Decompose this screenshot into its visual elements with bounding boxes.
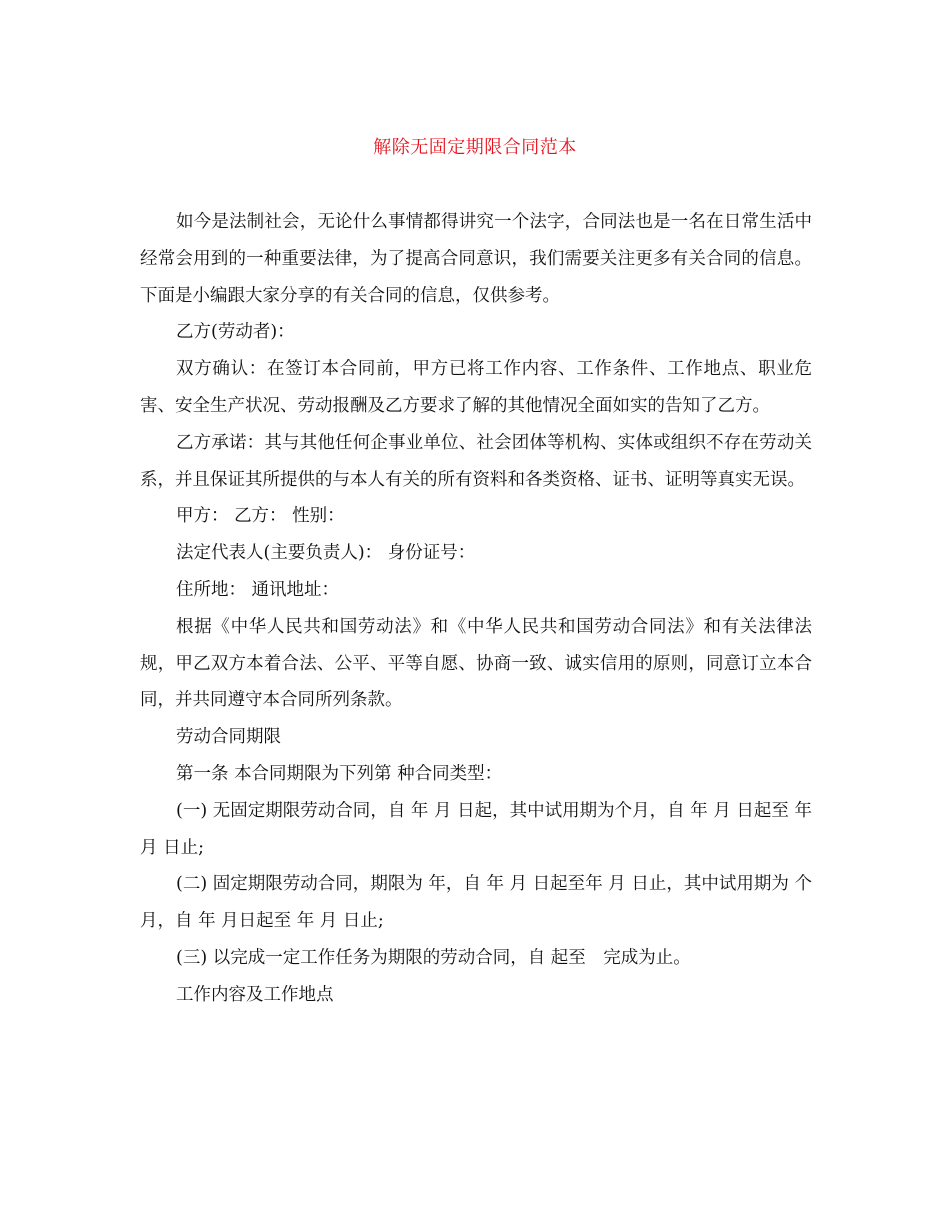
paragraph-article-1: 第一条 本合同期限为下列第 种合同类型： [176,763,503,784]
paragraph-intro: 如今是法制社会，无论什么事情都得讲究一个法字，合同法也是一名在日常生活中经常会用到的一种重要法律，为了提高合同意识，我们需要关注更多有关合同的信息。下面是小编跟大家分享的有关合同的信息，仅供参考。 [140,212,812,306]
paragraph-mutual-confirmation: 双方确认：在签订本合同前，甲方已将工作内容、工作条件、工作地点、职业危害、安全生产状况、劳动报酬及乙方要求了解的其他情况全面如实的告知了乙方。 [140,359,812,416]
paragraph-parties-fields: 甲方： 乙方： 性别： [176,506,345,527]
paragraph-option-2: (二) 固定期限劳动合同，期限为 年，自 年 月 日起至年 月 日止，其中试用期为 个月，自 年 月日起至 年 月 日止; [140,874,812,932]
paragraph-legal-basis: 根据《中华人民共和国劳动法》和《中华人民共和国劳动合同法》和有关法律法规，甲乙双方本着合法、公平、平等自愿、协商一致、诚实信用的原则，同意订立本合同，并共同遵守本合同所列条款。 [140,616,812,711]
paragraph-address-fields: 住所地： 通讯地址： [176,579,340,600]
paragraph-option-1: (一) 无固定期限劳动合同，自 年 月 日起，其中试用期为个月，自 年 月 日起至 年 月 日止; [140,800,812,858]
section-heading-work-content: 工作内容及工作地点 [176,984,334,1005]
paragraph-party-b-commitment: 乙方承诺：其与其他任何企事业单位、社会团体等机构、实体或组织不存在劳动关系，并且保证其所提供的与本人有关的所有资料和各类资格、证书、证明等真实无误。 [140,432,812,490]
document-title: 解除无固定期限合同范本 [373,137,577,158]
section-heading-contract-term: 劳动合同期限 [176,727,281,748]
paragraph-representative-fields: 法定代表人(主要负责人)： 身份证号： [176,543,476,564]
paragraph-option-3: (三) 以完成一定工作任务为期限的劳动合同，自 起至 完成为止。 [176,947,691,968]
paragraph-party-b-label: 乙方(劳动者)： [176,322,295,343]
document-body [140,204,812,1014]
